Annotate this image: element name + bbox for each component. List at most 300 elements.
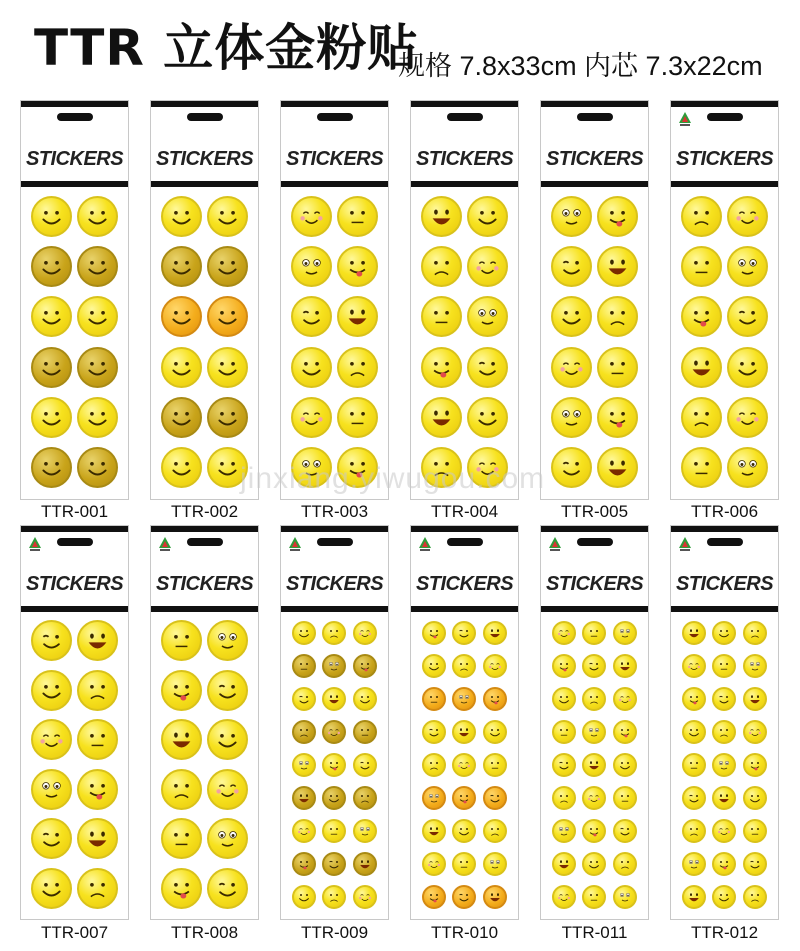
smiley-sticker-icon [582,819,606,843]
stickers-banner [671,137,778,187]
sticker-grid [679,616,770,913]
smiley-sticker-icon [77,620,118,661]
smiley-sticker-icon [31,246,72,287]
smiley-sticker-icon [552,654,576,678]
smiley-sticker-icon [353,621,377,645]
smiley-sticker-icon [682,720,706,744]
banner-label: STICKERS [545,147,644,170]
sticker-sheet [670,525,779,920]
sticker-grid [549,191,640,493]
smiley-sticker-icon [551,296,592,337]
smiley-sticker-icon [31,818,72,859]
smiley-sticker-icon [712,753,736,777]
smiley-sticker-icon [682,819,706,843]
stickers-banner [671,562,778,612]
product-ttr-001 [20,100,129,525]
smiley-sticker-icon [682,852,706,876]
smiley-sticker-icon [207,719,248,760]
stickers-banner [21,562,128,612]
smiley-sticker-icon [727,347,768,388]
smiley-sticker-icon [422,819,446,843]
sticker-sheet [150,525,259,920]
smiley-sticker-icon [161,196,202,237]
smiley-sticker-icon [422,786,446,810]
sticker-sheet [540,525,649,920]
smiley-sticker-icon [712,687,736,711]
smiley-sticker-icon [322,687,346,711]
smiley-sticker-icon [582,720,606,744]
smiley-sticker-icon [613,687,637,711]
smiley-sticker-icon [353,819,377,843]
banner-label: STICKERS [155,147,254,170]
smiley-sticker-icon [337,397,378,438]
product-code: TTR-004 [430,502,499,521]
product-code: TTR-010 [430,923,499,942]
smiley-sticker-icon [161,818,202,859]
product-code: TTR-006 [690,502,759,521]
smiley-sticker-icon [291,196,332,237]
sticker-sheet [280,525,389,920]
smiley-sticker-icon [743,852,767,876]
smiley-sticker-icon [322,885,346,909]
sticker-grid [419,191,510,493]
smiley-sticker-icon [291,347,332,388]
stickers-banner [21,137,128,187]
stickers-banner [281,137,388,187]
smiley-sticker-icon [483,621,507,645]
stickers-banner [411,562,518,612]
brand-logo-icon [678,536,692,552]
smiley-sticker-icon [161,670,202,711]
smiley-sticker-icon [452,687,476,711]
sticker-grid [159,616,250,913]
smiley-sticker-icon [743,621,767,645]
stickers-banner [541,562,648,612]
smiley-sticker-icon [452,885,476,909]
hanger-bar [151,101,258,107]
sticker-sheet [20,100,129,500]
smiley-sticker-icon [292,786,316,810]
smiley-sticker-icon [292,654,316,678]
hanger-bar [671,526,778,532]
hanger-bar [21,101,128,107]
hang-slot [57,113,93,121]
banner-label: STICKERS [545,572,644,595]
smiley-sticker-icon [681,347,722,388]
smiley-sticker-icon [727,246,768,287]
smiley-sticker-icon [422,687,446,711]
smiley-sticker-icon [551,397,592,438]
smiley-sticker-icon [77,397,118,438]
smiley-sticker-icon [77,769,118,810]
smiley-sticker-icon [483,819,507,843]
smiley-sticker-icon [337,347,378,388]
smiley-sticker-icon [483,654,507,678]
smiley-sticker-icon [682,885,706,909]
smiley-sticker-icon [613,621,637,645]
hang-slot [187,113,223,121]
smiley-sticker-icon [31,719,72,760]
smiley-sticker-icon [452,852,476,876]
smiley-sticker-icon [31,447,72,488]
smiley-sticker-icon [207,769,248,810]
smiley-sticker-icon [551,196,592,237]
product-ttr-012 [670,525,779,945]
hanger-bar [411,101,518,107]
sticker-sheet [150,100,259,500]
smiley-sticker-icon [322,654,346,678]
banner-label: STICKERS [155,572,254,595]
smiley-sticker-icon [292,885,316,909]
smiley-sticker-icon [31,296,72,337]
smiley-sticker-icon [161,246,202,287]
product-grid [20,100,790,945]
smiley-sticker-icon [77,347,118,388]
smiley-sticker-icon [582,687,606,711]
smiley-sticker-icon [77,246,118,287]
hanger-bar [281,101,388,107]
smiley-sticker-icon [161,620,202,661]
smiley-sticker-icon [582,786,606,810]
brand-logo-icon [548,536,562,552]
smiley-sticker-icon [597,196,638,237]
sticker-sheet [410,525,519,920]
sticker-sheet [540,100,649,500]
brand-logo-icon [288,536,302,552]
product-code: TTR-003 [300,502,369,521]
smiley-sticker-icon [353,852,377,876]
smiley-sticker-icon [681,246,722,287]
smiley-sticker-icon [207,818,248,859]
smiley-sticker-icon [292,687,316,711]
smiley-sticker-icon [551,246,592,287]
banner-label: STICKERS [25,572,124,595]
smiley-sticker-icon [682,786,706,810]
smiley-sticker-icon [422,885,446,909]
smiley-sticker-icon [552,852,576,876]
smiley-sticker-icon [467,296,508,337]
hanger-bar [671,101,778,107]
smiley-sticker-icon [483,786,507,810]
smiley-sticker-icon [582,654,606,678]
hang-slot [57,538,93,546]
smiley-sticker-icon [161,769,202,810]
banner-label: STICKERS [415,147,514,170]
smiley-sticker-icon [743,819,767,843]
smiley-sticker-icon [77,196,118,237]
smiley-sticker-icon [613,852,637,876]
smiley-sticker-icon [613,819,637,843]
smiley-sticker-icon [422,852,446,876]
smiley-sticker-icon [353,687,377,711]
smiley-sticker-icon [682,753,706,777]
hang-slot [447,113,483,121]
banner-label: STICKERS [675,147,774,170]
sticker-sheet [20,525,129,920]
stickers-banner [541,137,648,187]
smiley-sticker-icon [681,196,722,237]
product-code: TTR-012 [690,923,759,942]
smiley-sticker-icon [207,246,248,287]
smiley-sticker-icon [31,769,72,810]
smiley-sticker-icon [552,885,576,909]
smiley-sticker-icon [582,885,606,909]
sticker-grid [419,616,510,913]
sticker-grid [29,616,120,913]
smiley-sticker-icon [552,786,576,810]
smiley-sticker-icon [552,819,576,843]
smiley-sticker-icon [452,654,476,678]
smiley-sticker-icon [337,296,378,337]
smiley-sticker-icon [337,246,378,287]
smiley-sticker-icon [712,819,736,843]
product-ttr-009 [280,525,389,945]
smiley-sticker-icon [552,687,576,711]
smiley-sticker-icon [291,246,332,287]
smiley-sticker-icon [31,347,72,388]
smiley-sticker-icon [322,819,346,843]
smiley-sticker-icon [682,654,706,678]
smiley-sticker-icon [421,296,462,337]
brand-logo-icon [28,536,42,552]
smiley-sticker-icon [77,868,118,909]
smiley-sticker-icon [31,868,72,909]
smiley-sticker-icon [712,885,736,909]
smiley-sticker-icon [207,868,248,909]
smiley-sticker-icon [353,753,377,777]
smiley-sticker-icon [613,885,637,909]
sticker-sheet [670,100,779,500]
smiley-sticker-icon [582,621,606,645]
product-ttr-008 [150,525,259,945]
product-code: TTR-001 [40,502,109,521]
sticker-grid [289,191,380,493]
smiley-sticker-icon [483,720,507,744]
smiley-sticker-icon [207,296,248,337]
smiley-sticker-icon [597,296,638,337]
smiley-sticker-icon [743,885,767,909]
smiley-sticker-icon [467,397,508,438]
hanger-bar [151,526,258,532]
product-code: TTR-008 [170,923,239,942]
sticker-sheet [410,100,519,500]
product-ttr-011 [540,525,649,945]
banner-label: STICKERS [25,147,124,170]
smiley-sticker-icon [712,720,736,744]
smiley-sticker-icon [421,196,462,237]
smiley-sticker-icon [422,720,446,744]
smiley-sticker-icon [421,397,462,438]
smiley-sticker-icon [353,720,377,744]
page-title: TTR 立体金粉贴 [34,19,419,77]
smiley-sticker-icon [483,753,507,777]
stickers-banner [151,137,258,187]
smiley-sticker-icon [161,447,202,488]
smiley-sticker-icon [161,296,202,337]
smiley-sticker-icon [452,621,476,645]
smiley-sticker-icon [582,753,606,777]
smiley-sticker-icon [452,720,476,744]
smiley-sticker-icon [77,670,118,711]
smiley-sticker-icon [743,654,767,678]
smiley-sticker-icon [422,621,446,645]
smiley-sticker-icon [551,447,592,488]
smiley-sticker-icon [681,296,722,337]
smiley-sticker-icon [292,819,316,843]
product-code: TTR-009 [300,923,369,942]
hanger-bar [541,101,648,107]
smiley-sticker-icon [422,654,446,678]
stickers-banner [151,562,258,612]
banner-label: STICKERS [285,572,384,595]
hang-slot [187,538,223,546]
smiley-sticker-icon [322,720,346,744]
hang-slot [447,538,483,546]
smiley-sticker-icon [613,654,637,678]
smiley-sticker-icon [31,620,72,661]
smiley-sticker-icon [727,397,768,438]
product-ttr-006 [670,100,779,525]
hanger-bar [411,526,518,532]
smiley-sticker-icon [77,296,118,337]
smiley-sticker-icon [452,819,476,843]
smiley-sticker-icon [31,397,72,438]
smiley-sticker-icon [31,670,72,711]
smiley-sticker-icon [597,246,638,287]
sticker-grid [29,191,120,493]
hang-slot [317,538,353,546]
smiley-sticker-icon [467,196,508,237]
smiley-sticker-icon [292,753,316,777]
smiley-sticker-icon [207,620,248,661]
smiley-sticker-icon [483,687,507,711]
hang-slot [317,113,353,121]
brand-logo-icon [158,536,172,552]
smiley-sticker-icon [421,246,462,287]
smiley-sticker-icon [292,852,316,876]
smiley-sticker-icon [207,397,248,438]
watermark: jinxiang.yiwugou.com [240,462,546,495]
smiley-sticker-icon [31,196,72,237]
product-ttr-005 [540,100,649,525]
stickers-banner [411,137,518,187]
hanger-bar [281,526,388,532]
hang-slot [577,113,613,121]
hanger-bar [541,526,648,532]
smiley-sticker-icon [712,621,736,645]
product-code: TTR-007 [40,923,109,942]
smiley-sticker-icon [743,786,767,810]
spec-text: 规格 7.8x33cm 内芯 7.3x22cm [398,51,763,81]
smiley-sticker-icon [467,347,508,388]
sticker-grid [549,616,640,913]
smiley-sticker-icon [552,621,576,645]
smiley-sticker-icon [161,868,202,909]
hang-slot [577,538,613,546]
smiley-sticker-icon [613,720,637,744]
smiley-sticker-icon [613,753,637,777]
smiley-sticker-icon [77,447,118,488]
smiley-sticker-icon [597,347,638,388]
smiley-sticker-icon [322,852,346,876]
smiley-sticker-icon [681,397,722,438]
smiley-sticker-icon [421,347,462,388]
smiley-sticker-icon [727,447,768,488]
product-code: TTR-005 [560,502,629,521]
smiley-sticker-icon [337,196,378,237]
smiley-sticker-icon [207,196,248,237]
smiley-sticker-icon [582,852,606,876]
product-ttr-007 [20,525,129,945]
smiley-sticker-icon [77,719,118,760]
banner-label: STICKERS [675,572,774,595]
smiley-sticker-icon [727,296,768,337]
smiley-sticker-icon [682,687,706,711]
smiley-sticker-icon [681,447,722,488]
stickers-banner [281,562,388,612]
product-code: TTR-011 [561,923,628,942]
smiley-sticker-icon [712,654,736,678]
smiley-sticker-icon [161,719,202,760]
smiley-sticker-icon [552,720,576,744]
smiley-sticker-icon [322,753,346,777]
smiley-sticker-icon [467,246,508,287]
product-ttr-010 [410,525,519,945]
brand-logo-icon [678,111,692,127]
smiley-sticker-icon [161,347,202,388]
smiley-sticker-icon [292,720,316,744]
sticker-grid [159,191,250,493]
smiley-sticker-icon [322,621,346,645]
smiley-sticker-icon [353,654,377,678]
sticker-grid [679,191,770,493]
smiley-sticker-icon [322,786,346,810]
smiley-sticker-icon [291,296,332,337]
smiley-sticker-icon [727,196,768,237]
sticker-grid [289,616,380,913]
smiley-sticker-icon [743,687,767,711]
smiley-sticker-icon [597,447,638,488]
smiley-sticker-icon [291,397,332,438]
smiley-sticker-icon [161,397,202,438]
smiley-sticker-icon [743,720,767,744]
product-code: TTR-002 [170,502,239,521]
hanger-bar [21,526,128,532]
smiley-sticker-icon [712,852,736,876]
smiley-sticker-icon [483,885,507,909]
smiley-sticker-icon [207,347,248,388]
smiley-sticker-icon [353,786,377,810]
hang-slot [707,113,743,121]
smiley-sticker-icon [353,885,377,909]
smiley-sticker-icon [292,621,316,645]
smiley-sticker-icon [551,347,592,388]
hang-slot [707,538,743,546]
smiley-sticker-icon [597,397,638,438]
banner-label: STICKERS [415,572,514,595]
banner-label: STICKERS [285,147,384,170]
smiley-sticker-icon [613,786,637,810]
smiley-sticker-icon [682,621,706,645]
smiley-sticker-icon [452,753,476,777]
smiley-sticker-icon [422,753,446,777]
brand-logo-icon [418,536,432,552]
smiley-sticker-icon [743,753,767,777]
sticker-sheet [280,100,389,500]
smiley-sticker-icon [77,818,118,859]
smiley-sticker-icon [483,852,507,876]
smiley-sticker-icon [712,786,736,810]
